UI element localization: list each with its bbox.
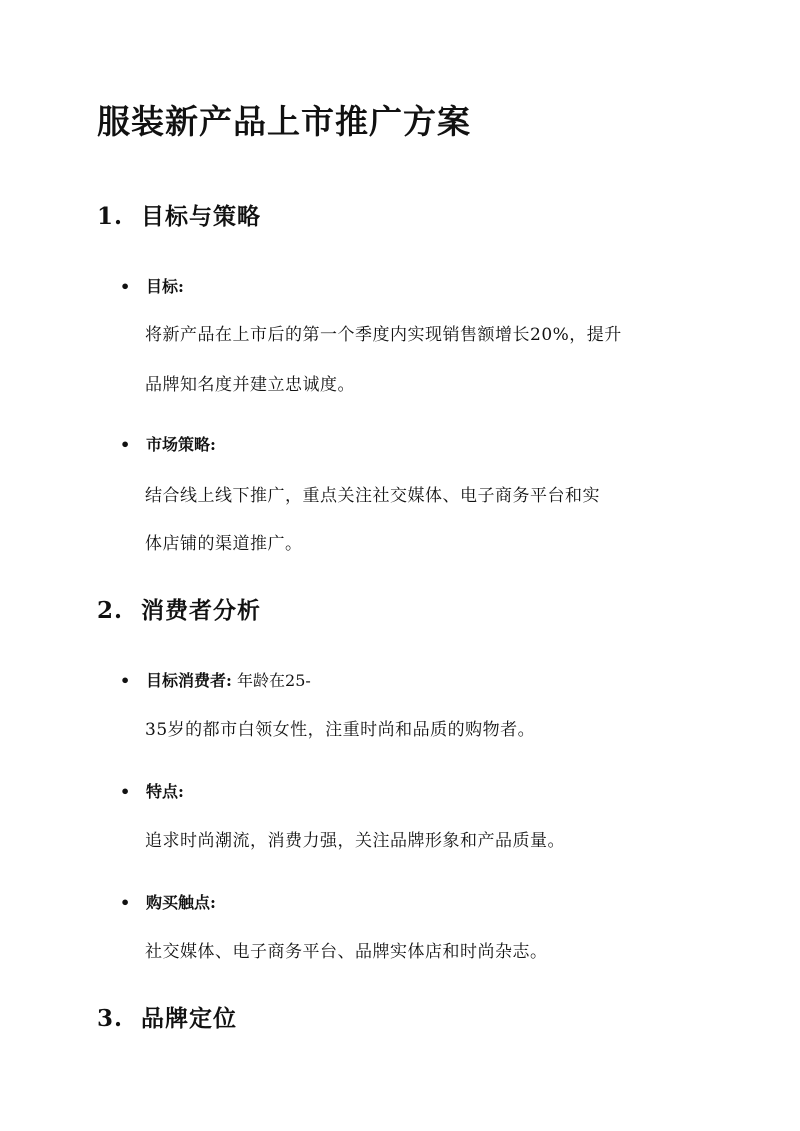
bullet-item-goal [120, 274, 184, 297]
body-text-line: 追求时尚潮流，消费力强，关注品牌形象和产品质量。 [145, 831, 565, 851]
section-number: 3. [97, 1005, 124, 1032]
section-heading-2 [97, 592, 261, 625]
section-number: 2. [97, 597, 124, 624]
bullet-item-touchpoints [120, 890, 216, 913]
body-text-line: 将新产品在上市后的第一个季度内实现销售额增长20%，提升 [145, 325, 622, 345]
bullet-icon: • [120, 435, 131, 454]
section-number: 1. [97, 203, 124, 230]
bullet-label: 目标消费者: [146, 671, 232, 690]
section-title: 消费者分析 [141, 597, 261, 624]
bullet-icon: • [120, 277, 131, 296]
section-heading-1 [97, 198, 261, 231]
body-text-line: 品牌知名度并建立忠诚度。 [145, 375, 355, 395]
document-title: 服装新产品上市推广方案 [97, 102, 471, 141]
bullet-item-features [120, 779, 184, 802]
bullet-inline-text: 年龄在25- [231, 671, 311, 690]
section-title: 目标与策略 [141, 203, 261, 230]
body-text-line: 35岁的都市白领女性，注重时尚和品质的购物者。 [145, 720, 536, 740]
section-heading-3 [97, 1000, 237, 1033]
bullet-label: 目标: [146, 277, 184, 296]
body-text-line: 社交媒体、电子商务平台、品牌实体店和时尚杂志。 [145, 942, 548, 962]
body-text-line: 体店铺的渠道推广。 [145, 534, 303, 554]
bullet-icon: • [120, 671, 131, 690]
bullet-label: 市场策略: [146, 435, 216, 454]
bullet-label: 购买触点: [146, 893, 216, 912]
body-text-line: 结合线上线下推广，重点关注社交媒体、电子商务平台和实 [145, 486, 600, 506]
bullet-item-market-strategy [120, 432, 216, 455]
bullet-icon: • [120, 782, 131, 801]
bullet-item-target-consumers [120, 668, 311, 691]
bullet-label: 特点: [146, 782, 184, 801]
section-title: 品牌定位 [141, 1005, 237, 1032]
bullet-icon: • [120, 893, 131, 912]
